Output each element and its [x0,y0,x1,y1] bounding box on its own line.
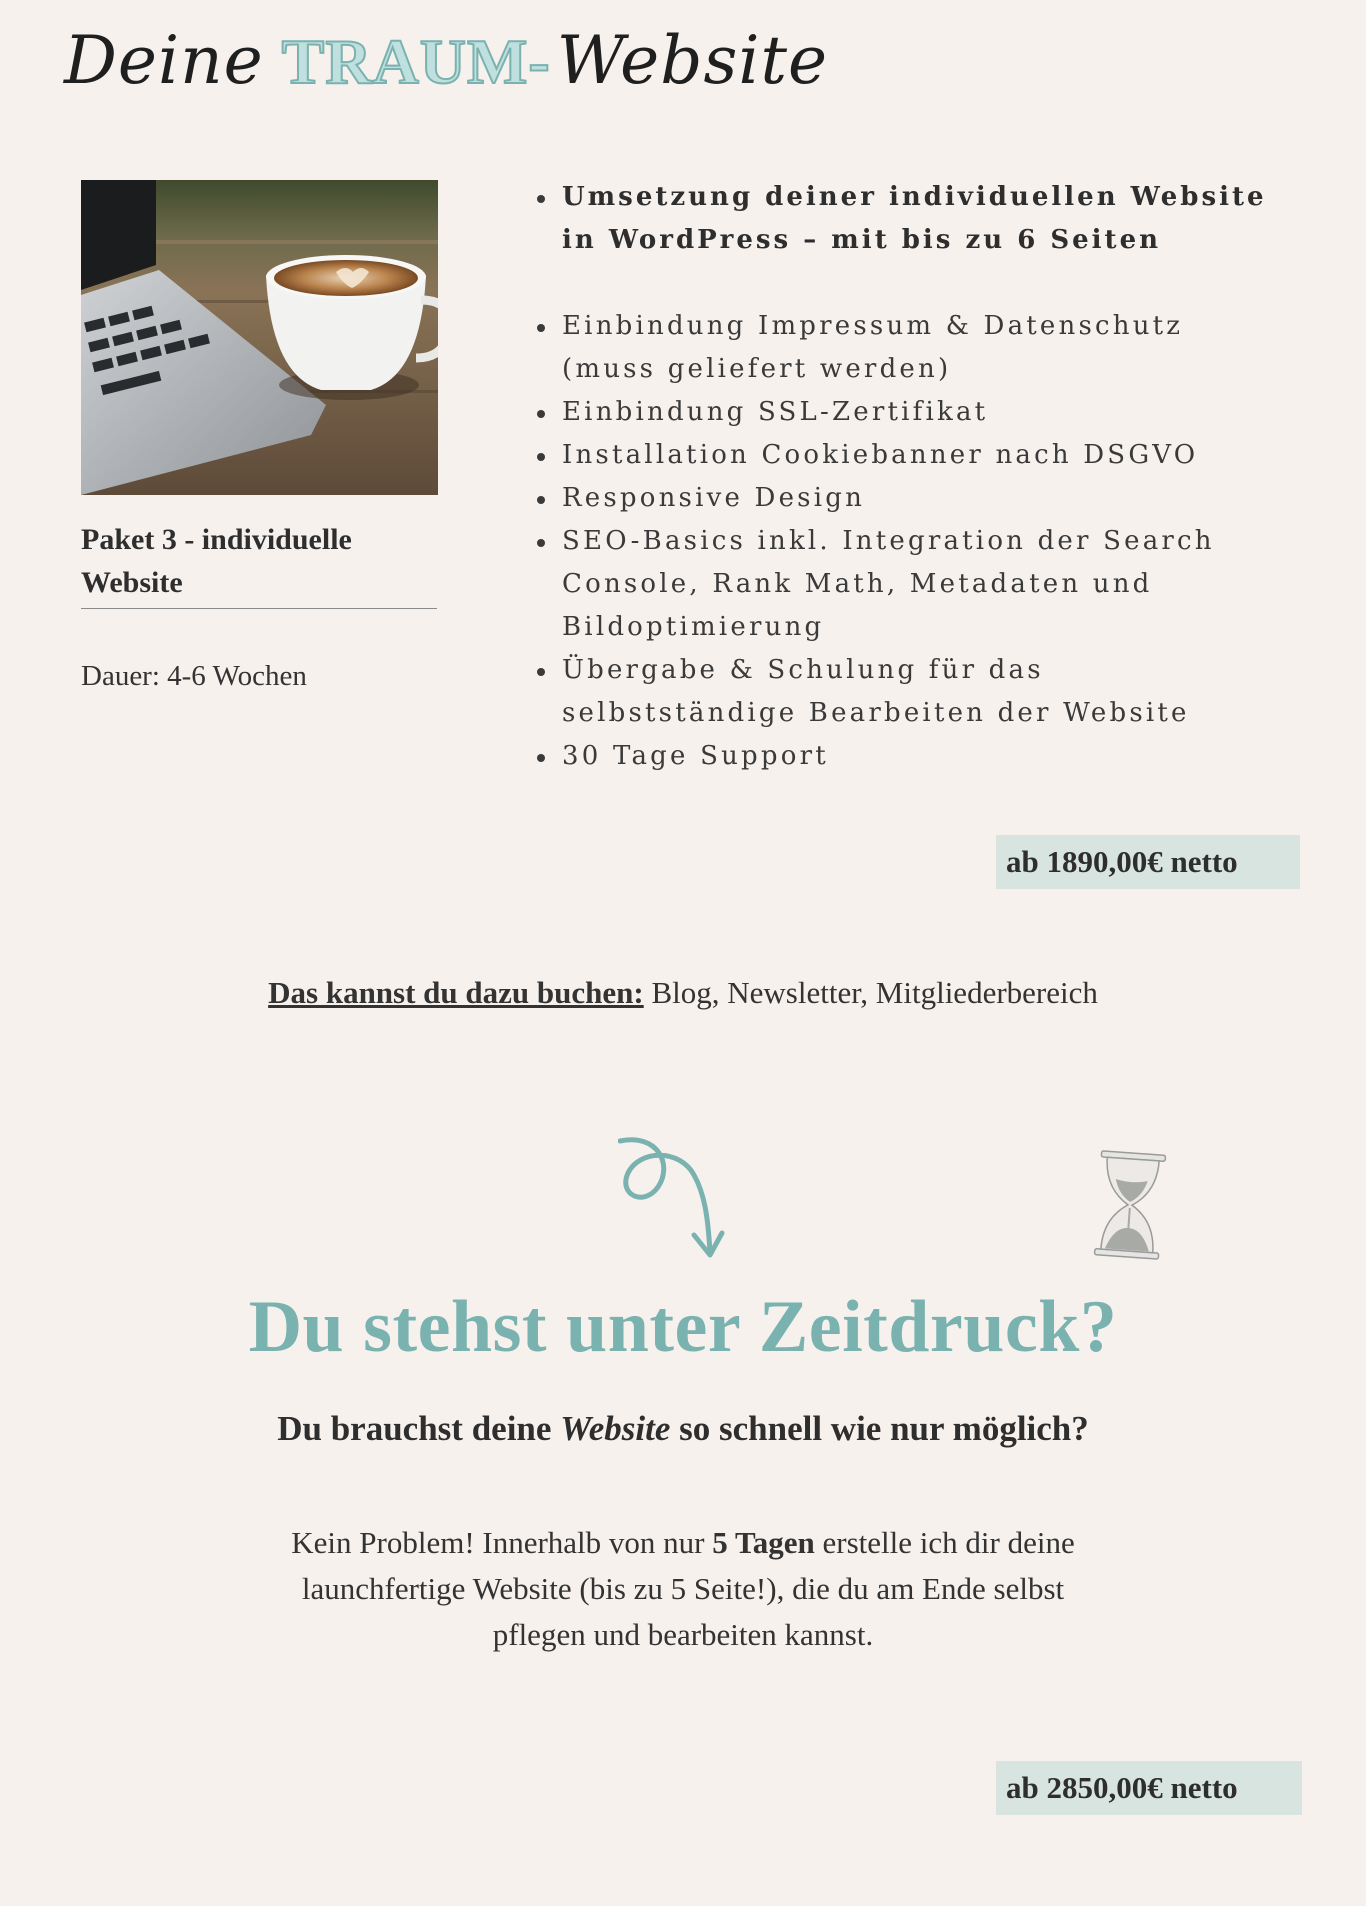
body-part: Kein Problem! Innerhalb von nur [291,1525,713,1560]
subheadline-part: so schnell wie nur möglich? [670,1409,1089,1448]
feature-item: Responsive Design [535,477,1275,520]
package-price-badge: ab 1890,00€ netto [996,835,1300,889]
subheadline-emphasis: Website [560,1409,671,1448]
addons-label: Das kannst du dazu buchen: [268,975,644,1010]
express-body [260,1520,1106,1658]
feature-item: 30 Tage Support [535,735,1275,778]
page-title [64,22,828,112]
subheadline-part: Du brauchst deine [277,1409,561,1448]
curly-arrow-icon [618,1135,748,1269]
feature-item: Installation Cookiebanner nach DSGVO [535,434,1275,477]
body-part: erstelle ich dir deine launchfertige Website (bis zu 5 Seite!), die du am Ende selbst pflegen und bearbeiten kannst. [301,1525,1075,1652]
title-suffix: Website [556,22,829,99]
feature-item: Umsetzung deiner individuellen Website in WordPress – mit bis zu 6 Seiten [535,176,1275,262]
express-headline: Du stehst unter Zeitdruck? [248,1286,1118,1368]
body-emphasis: 5 Tagen [712,1525,815,1560]
title-prefix: Deine [64,22,264,99]
addons-items: Blog, Newsletter, Mitgliederbereich [651,975,1098,1010]
feature-item: SEO-Basics inkl. Integration der Search Console, Rank Math, Metadaten und Bildoptimierung [535,520,1275,649]
package-photo [81,180,438,495]
feature-item: Einbindung SSL-Zertifikat [535,391,1275,434]
hourglass-icon [1090,1150,1170,1264]
addons-line [0,975,1366,1011]
package-title: Paket 3 - individuelle Website [81,518,437,609]
feature-item: Einbindung Impressum & Datenschutz (muss geliefert werden) [535,305,1275,391]
package-duration: Dauer: 4-6 Wochen [81,660,307,692]
feature-item: Übergabe & Schulung für das selbstständige Bearbeiten der Website [535,649,1275,735]
title-highlight: TRAUM- [281,26,551,97]
express-subheadline [0,1409,1366,1449]
feature-list [535,176,1275,778]
express-price-badge: ab 2850,00€ netto [996,1761,1302,1815]
